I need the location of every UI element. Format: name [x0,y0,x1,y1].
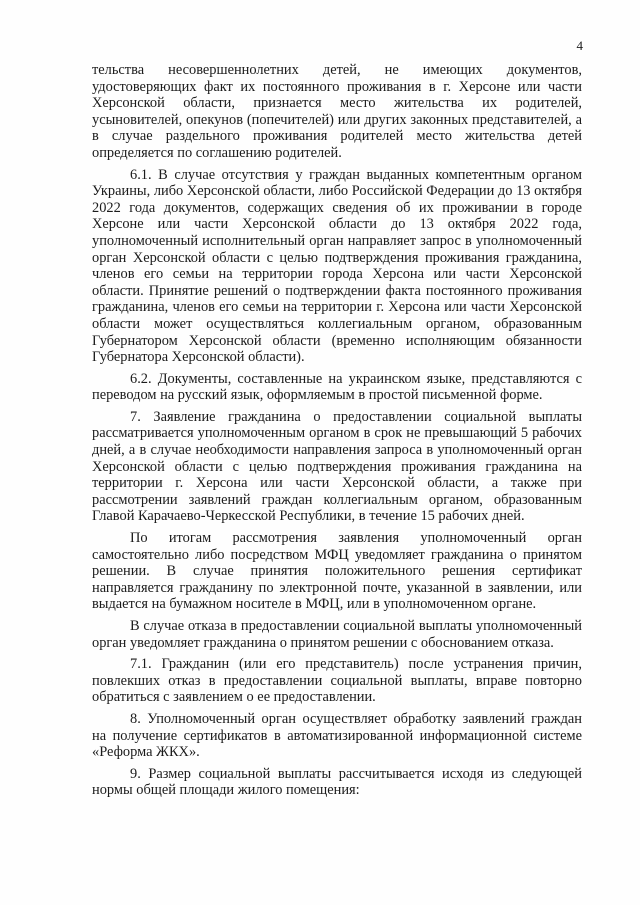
paragraph-6-2: 6.2. Документы, составленные на украинском языке, представляются с переводом на русский язык, оформляемым в простой письменной форме. [92,370,582,404]
paragraph-continuation: тельства несовершеннолетних детей, не имеющих документов, удостоверяющих факт их постоянного проживания в г. Херсоне или части Херсонской области, признается место жительства их родителей, усыновителей, опекунов (попечителей) или других законных представителей, а в случае раздельного проживания родителей место жительства детей определяется по соглашению родителей. [92,62,582,161]
paragraph-8: 8. Уполномоченный орган осуществляет обработку заявлений граждан на получение сертификатов в автоматизированной информационной системе «Реформа ЖКХ». [92,710,582,761]
paragraph-7: 7. Заявление гражданина о предоставлении социальной выплаты рассматривается уполномоченным органом в срок не превышающий 5 рабочих дней, а в случае необходимости направления запроса в уполномоченный орган Херсонской области с целью подтверждения проживания гражданина на территории г. Херсона или части Херсонской области, а также при рассмотрении заявлений граждан коллегиальным органом, образованным Главой Карачаево-Черкесской Республики, в течение 15 рабочих дней. [92,408,582,525]
page-number: 4 [576,38,583,53]
paragraph-6-1: 6.1. В случае отсутствия у граждан выданных компетентным органом Украины, либо Херсонской области, либо Российской Федерации до 13 октября 2022 года документов, содержащих сведения об их проживании в городе Херсоне или части Херсонской области до 13 октября 2022 года, уполномоченный исполнительный орган направляет запрос в уполномоченный орган Херсонской области с целью подтверждения проживания гражданина, членов его семьи на территории города Херсона или части Херсонской области. Принятие решений о подтверждении факта постоянного проживания гражданина, членов его семьи на территории г. Херсона или части Херсонской области может осуществляться коллегиальным органом, образованным Губернатором Херсонской области (временно исполняющим обязанности Губернатора Херсонской области). [92,166,582,366]
paragraph-7-refusal: В случае отказа в предоставлении социальной выплаты уполномоченный орган уведомляет гражданина о принятом решении с обоснованием отказа. [92,618,582,651]
paragraph-9: 9. Размер социальной выплаты рассчитывается исходя из следующей нормы общей площади жилого помещения: [92,765,582,799]
paragraph-7-1: 7.1. Гражданин (или его представитель) после устранения причин, повлекших отказ в предоставлении социальной выплаты, вправе повторно обратиться с заявлением о ее предоставлении. [92,656,582,706]
document-body [92,62,582,804]
paragraph-7-result: По итогам рассмотрения заявления уполномоченный орган самостоятельно либо посредством МФЦ уведомляет гражданина о принятом решении. В случае принятия положительного решения сертификат направляется гражданину по электронной почте, указанной в заявлении, или выдается на бумажном носителе в МФЦ, или в уполномоченном органе. [92,530,582,613]
